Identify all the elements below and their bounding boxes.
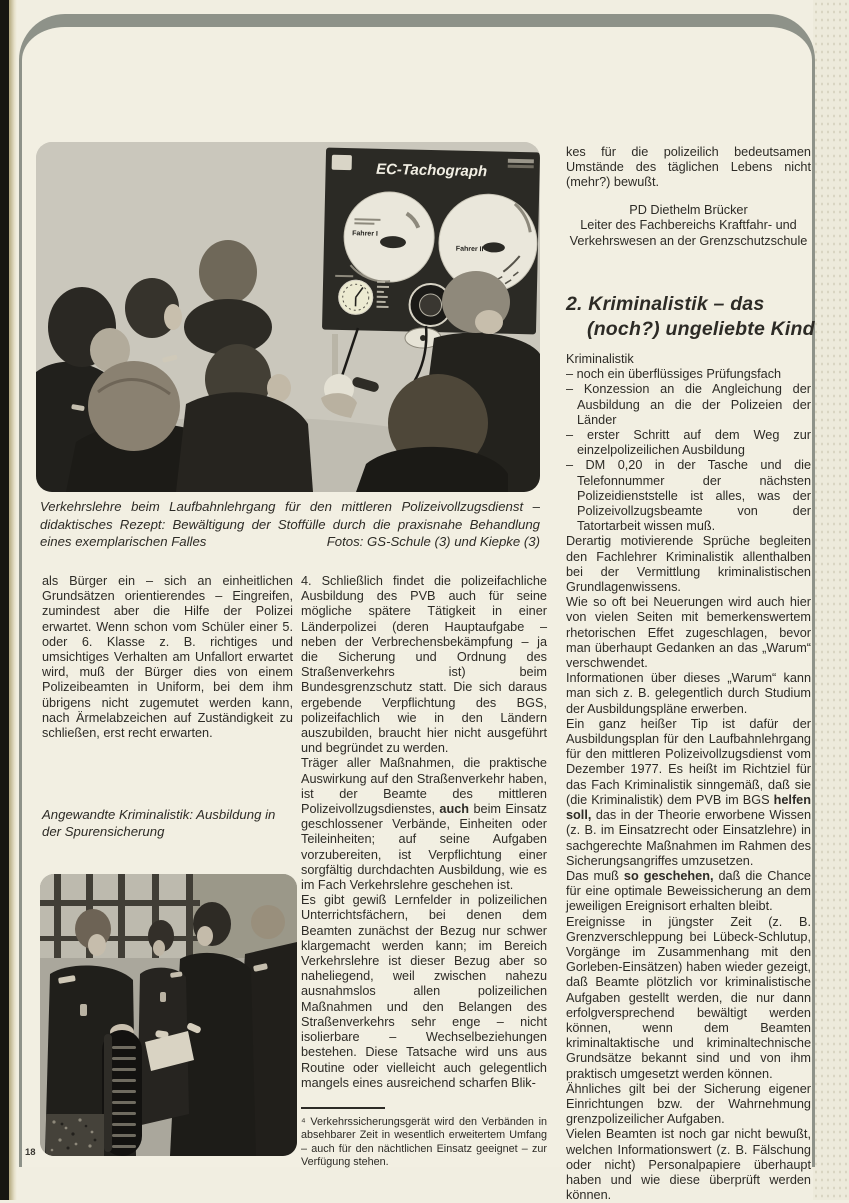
column-left	[42, 574, 293, 741]
paragraph: Informationen über dieses „Warum“ kann man sich z. B. gelegentlich durch Studium der Ausbildungspläne erwerben.	[566, 671, 811, 716]
footnote-text: ⁴ Verkehrssicherungsgerät wird den Verbänden in absehbarer Zeit in wesentlich erweitertem Umfang – auch für den nächtlichen Einsatz geeignet – zur Verfügung stehen.	[301, 1116, 547, 1169]
paragraph: Ähnliches gilt bei der Sicherung eigener Einrichtungen bzw. der Wahrnehmung grenzpolizeilicher Aufgaben.	[566, 1081, 811, 1127]
footnote-rule	[301, 1107, 385, 1109]
section-heading	[566, 292, 816, 342]
disc1-label: Fahrer I	[352, 230, 378, 238]
soil-tray	[46, 1114, 104, 1156]
paragraph: Ein ganz heißer Tip ist dafür der Ausbildungsplan für den Laufbahnlehrgang für den mittleren Polizeivollzugsdienst vom Dezember 1977. Es heißt im Richtziel für das Fach Kriminalistik sinngemäß, daß sie (die Kriminalistik) dem PVB im BGS helfen soll, das in der Theorie erworbene Wissen (z. B. im Einsatzrecht oder Einsatzlehre) in sachgerechte Maßnahmen im Rahmen des Sicherungsangriffes umzusetzen.	[566, 716, 811, 868]
board-title: EC-Tachograph	[375, 160, 488, 181]
board-logo	[332, 155, 352, 170]
paragraph: Derartig motivierende Sprüche begleiten den Fachlehrer Kriminalistik allenthalben bei der Vermittlung kriminalistischen Grundlagenwissens.	[566, 534, 811, 595]
photo-caption-top	[40, 498, 540, 551]
photo-tachograph-illustration	[36, 142, 540, 492]
page-edge-texture	[813, 0, 849, 1200]
photo-credit: Fotos: GS-Schule (3) und Kiepke (3)	[326, 534, 540, 550]
byline-role-line1: Leiter des Fachbereichs Kraftfahr- und	[580, 218, 797, 233]
paragraph: – DM 0,20 in der Tasche und die Telefonnummer der nächsten Polizeidienststelle ist alles, was der Polizeivollzugsbeamte von der Tatortarbeit wissen muß.	[566, 458, 811, 534]
scan-edge-fade	[9, 0, 17, 1200]
page-number: 18	[25, 1147, 36, 1158]
disc2-label: Fahrer II	[455, 245, 484, 254]
photo-tachograph-lesson	[36, 142, 540, 492]
section-heading-line1: 2. Kriminalistik – das	[566, 293, 765, 315]
section-heading-line2: (noch?) ungeliebte Kind	[587, 318, 815, 340]
paragraph: Träger aller Maßnahmen, die praktische Auswirkung auf den Straßenverkehr haben, ist der Beamte des mittleren Polizeivollzugsdienstes, auch beim Einsatz geschlossener Verbände, Einheiten oder Teileinheiten; auf seine Aufgaben vorzubereiten, ist Verpflichtung einer sorgfältig durchdachten Ausbildung, wie es im Fach Verkehrslehre geschehen ist.	[301, 756, 547, 893]
paragraph: – erster Schritt auf dem Weg zur einzelpolizeilichen Ausbildung	[566, 428, 811, 458]
paragraph: Ereignisse in jüngster Zeit (z. B. Grenzverschleppung bei Lübeck-Schlutup, Vorgänge im Zusammenhang mit den Gorleben-Einsätzen) haben wieder gezeigt, daß Beamte plötzlich vor kriminalistische Aufgaben gestellt werden, die nur dann erfolgversprechend bewältigt werden können, wenn dem Beamten kriminaltaktische und kriminaltechnische Grundsätze bekannt sind und von ihm praktisch umgesetzt werden können.	[566, 914, 811, 1081]
photo-caption-text: Verkehrslehre beim Laufbahnlehrgang für den mittleren Polizeivollzugsdienst – didaktisches Rezept: Bewältigung der Stoffülle durch die praxisnahe Behandlung eines exemplarischen Falles	[40, 499, 540, 550]
column-right	[566, 352, 811, 1203]
paragraph: Kriminalistik	[566, 352, 634, 366]
paragraph: – noch ein überflüssiges Prüfungsfach	[566, 367, 782, 382]
author-byline	[566, 203, 811, 249]
paragraph: – Konzession an die Angleichung der Ausbildung an die der Polizeien der Länder	[566, 382, 811, 427]
photo-spurensicherung-illustration	[40, 874, 297, 1156]
tire	[102, 1030, 142, 1156]
paragraph: Es gibt gewiß Lernfelder in polizeilichen Unterrichtsfächern, bei denen dem Beamten zunächst der Bezug nur schwer klargemacht werden kann; im Bereich Verkehrslehre ist dieser Bezug aber so naheliegend, weil zwischen nahezu ausnahmslos allen polizeilichen Maßnahmen und den Belangen des Straßenverkehrs sehr enge – nicht isolierbare – Wechselbeziehungen bestehen. Diese Tatsache wird uns aus Routine oder vielleicht auch gelegentlich mangels eines ausreichend scharfen Blik-	[301, 893, 547, 1090]
paragraph: 4. Schließlich findet die polizeifachliche Ausbildung des PVB auch für seine mögliche spätere Tätigkeit in einer Länderpolizei (deren Hauptaufgabe – neben der Verbrechensbekämpfung – ja die Sicherung und Ordnung des Straßenverkehrs ist) beim Bundesgrenzschutz statt. Die sich daraus ergebende Verpflichtung des BGS, polizeifachlich wie in den Ländern auszubilden, braucht hier nicht ausgeführt und begründet zu werden.	[301, 574, 547, 756]
byline-role-line2: Verkehrswesen an der Grenzschutzschule	[569, 233, 808, 248]
scan-edge-left	[0, 0, 9, 1200]
right-column-intro: kes für die polizeilich bedeutsamen Umstände des täglichen Lebens nicht (mehr?) bewußt.	[566, 145, 811, 190]
paragraph: Das muß so geschehen, daß die Chance für eine optimale Beweissicherung an dem jeweiligen Ereignisort erhalten bleibt.	[566, 868, 811, 914]
photo-spurensicherung	[40, 874, 297, 1156]
paragraph: als Bürger ein – sich an einheitlichen Grundsätzen orientierendes – Eingreifen, zumindest aber die Hilfe der Polizei erwartet. Wenn schon vom Schüler einer 5. oder 6. Klasse z. B. richtiges und umsichtiges Verhalten am Unfallort erwartet wird, muß der Bürger dies von einem Polizeibeamten in Uniform, bei dem ihm übrigens nicht zugemutet werden kann, nach Ärmelabzeichen auf Zuständigkeit zu schließen, erst recht erwarten.	[42, 574, 293, 741]
byline-name: PD Diethelm Brücker	[629, 203, 748, 217]
paragraph: Vielen Beamten ist noch gar nicht bewußt, welchen Informationswert (z. B. Fälschung oder nicht) Personalpapiere überhaupt haben und wie diese überprüft werden können.	[566, 1127, 811, 1203]
photo-caption-bottom: Angewandte Kriminalistik: Ausbildung in der Spurensicherung	[42, 807, 276, 840]
paragraph: Wie so oft bei Neuerungen wird auch hier von vielen Seiten mit bemerkenswertem rhetorischen Effet zugeschlagen, bevor man überhaupt Gedanken an das „Warum“ verschwendet.	[566, 595, 811, 671]
column-middle	[301, 574, 547, 1091]
